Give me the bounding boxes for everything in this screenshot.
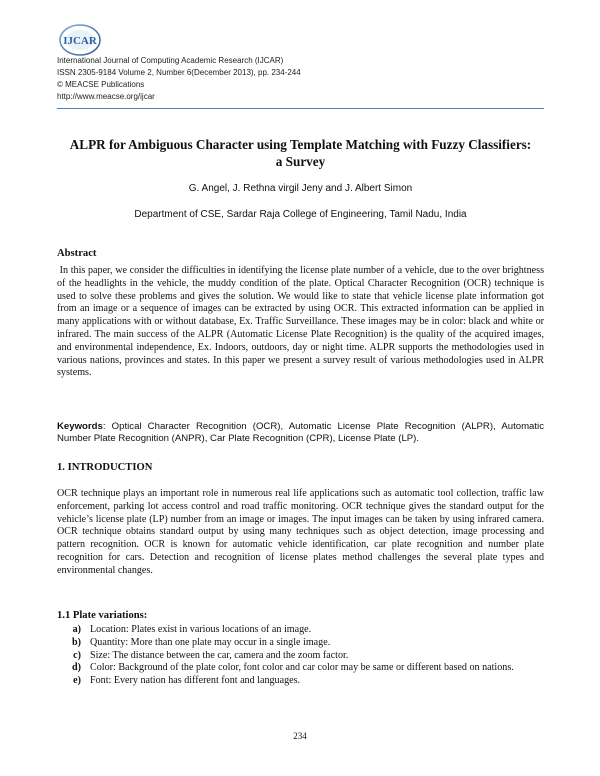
list-item xyxy=(57,675,544,688)
paper-title-line1: ALPR for Ambiguous Character using Template Matching with Fuzzy Classifiers: xyxy=(69,137,532,152)
list-item-text: Color: Background of the plate color, font color and car color may be same or different based on nations. xyxy=(90,662,514,674)
plate-variations-heading: 1.1 Plate variations: xyxy=(57,610,148,621)
paper-authors: G. Angel, J. Rethna virgil Jeny and J. Albert Simon xyxy=(188,183,413,194)
list-item-label: b) xyxy=(72,636,81,648)
journal-logo xyxy=(58,22,102,58)
keywords xyxy=(57,421,544,445)
list-item-text: Size: The distance between the car, camera and the zoom factor. xyxy=(90,649,349,661)
journal-url[interactable]: http://www.meacse.org/ijcar xyxy=(57,92,155,101)
page-number: 234 xyxy=(293,731,307,741)
list-item-text: Font: Every nation has different font and languages. xyxy=(90,675,301,687)
list-item-label: d) xyxy=(72,662,81,674)
abstract-text xyxy=(57,265,544,380)
list-item-label: c) xyxy=(73,649,81,661)
plate-variations-list xyxy=(57,624,544,688)
list-item xyxy=(57,650,544,663)
list-item-label: e) xyxy=(73,675,81,687)
list-item-text: Location: Plates exist in various locations of an image. xyxy=(90,624,312,635)
journal-name: International Journal of Computing Academic Research (IJCAR) xyxy=(57,56,284,65)
list-item xyxy=(57,662,544,675)
journal-issn: ISSN 2305-9184 Volume 2, Number 6(December 2013), pp. 234-244 xyxy=(57,68,301,77)
abstract-heading: Abstract xyxy=(57,248,97,259)
journal-publisher: © MEACSE Publications xyxy=(57,80,145,89)
list-item-label: a) xyxy=(72,624,81,635)
list-item-text: Quantity: More than one plate may occur in a single image. xyxy=(90,636,331,648)
keywords-label: Keywords xyxy=(57,421,103,432)
introduction-text: OCR technique plays an important role in numerous real life applications such as automatic tool collection, traffic law enforcement, parking lot access control and road traffic monitoring. OCR technique gives the standard output for the vehicle’s license plate (LP) number from an image or images. The input images can be taken by using infrared camera. OCR technique obtains standard output by using many techniques such as object detection, image processing and pattern recognition. OCR is known for automatic vehicle identification, car plate recognition and number plate recognition for cars. Detection and recognition of license plates method challenges the several plate types and environmental changes. xyxy=(57,488,544,576)
paper-title xyxy=(57,136,544,170)
introduction-heading: 1. INTRODUCTION xyxy=(57,462,153,473)
header-divider xyxy=(57,108,544,109)
svg-text:IJCAR: IJCAR xyxy=(63,35,97,47)
keywords-text: : Optical Character Recognition (OCR), Automatic License Plate Recognition (ALPR), Automatic Number Plate Recognition (ANPR), Car Plate Recognition (CPR), License Plate (LP). xyxy=(57,421,544,445)
abstract-body: In this paper, we consider the difficulties in identifying the license plate number of a vehicle, due to the over brightness of the headlights in the vehicle, the muddy condition of the plate. Optical Character Recognition (OCR) technique is used to solve these problems and gives the solution. We would like to state that vehicle license plate information got from an image or a sequence of images can be extracted by using OCR. This extracted information can be applied in many applications with or without database, Ex. Traffic Surveillance. These images may be in color: black and white or infrared. The main success of the ALPR (Automatic License Plate Recognition) is the quality of the acquired images, and environmental independence, Ex. Indoors, outdoors, day or night time. ALPR supports the methodologies used in various nations, provinces and states. In this paper we present a survey result of various methodologies used in ALPR systems. xyxy=(57,265,544,379)
paper-affiliation: Department of CSE, Sardar Raja College of Engineering, Tamil Nadu, India xyxy=(134,209,467,220)
list-item xyxy=(57,624,544,637)
list-item xyxy=(57,637,544,650)
journal-meta xyxy=(57,55,301,103)
paper-title-line2: a Survey xyxy=(275,154,326,169)
